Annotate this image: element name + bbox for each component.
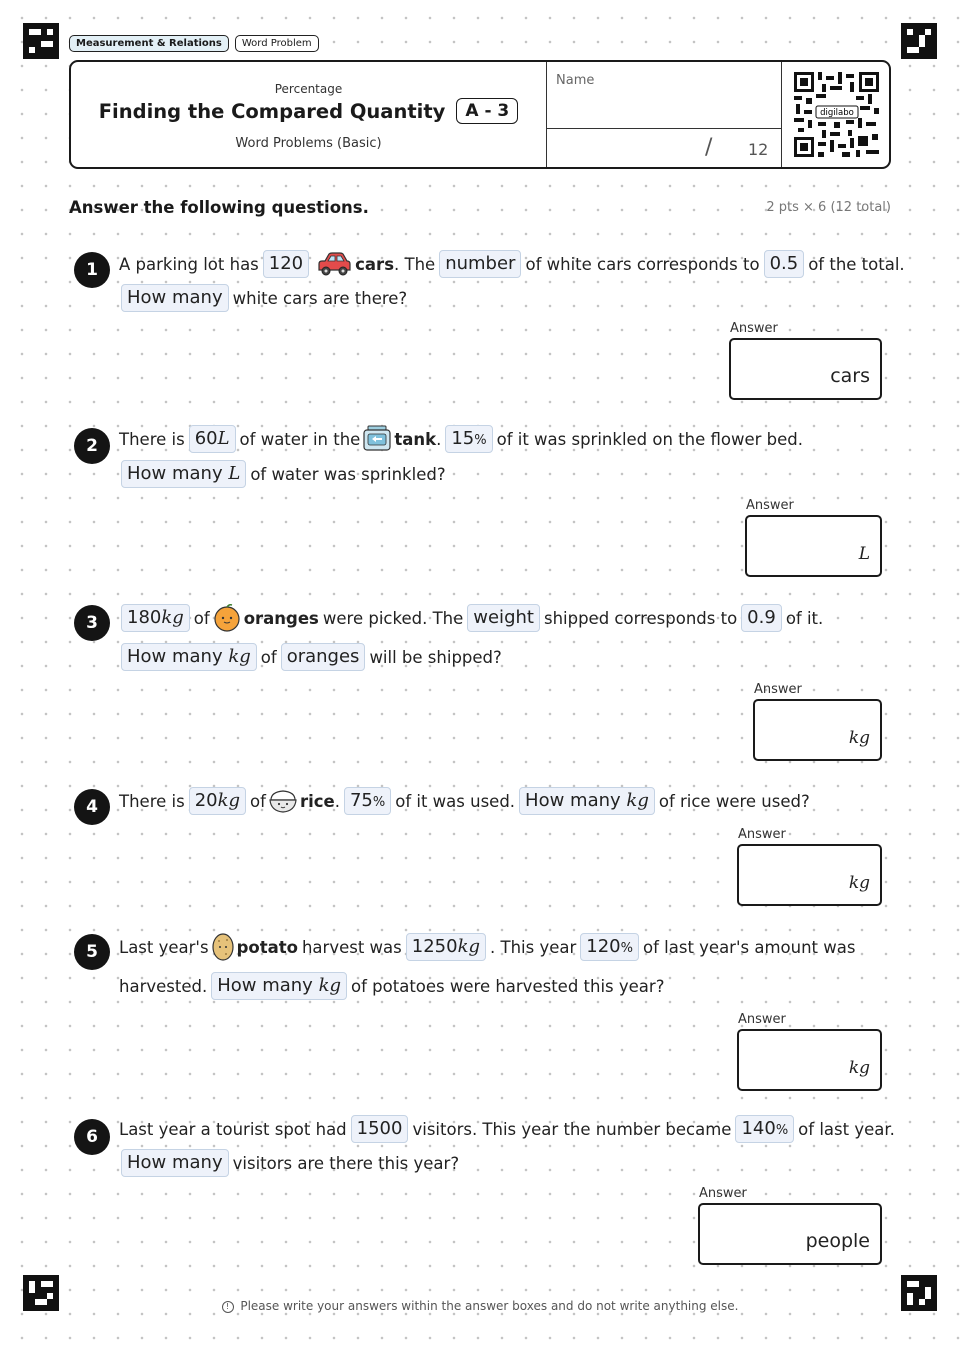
tag-category: Measurement & Relations	[69, 35, 229, 52]
value-box: 120	[263, 250, 309, 278]
car-icon	[315, 250, 353, 278]
question-text: of rice were used?	[658, 791, 810, 811]
question-text: of the total.	[808, 254, 905, 274]
potato-icon	[211, 932, 235, 962]
question-text: harvested.	[119, 976, 208, 996]
question-text: harvest was	[301, 937, 402, 957]
question-number: 1	[74, 252, 110, 288]
answer-box[interactable]	[753, 699, 882, 761]
question-text: of it.	[785, 608, 824, 628]
category-tags	[69, 35, 319, 52]
tag-type: Word Problem	[235, 35, 319, 52]
question-text: There is	[119, 429, 185, 449]
answer-box[interactable]	[698, 1203, 882, 1265]
question-text: . The	[394, 254, 436, 274]
value-unit: kg	[217, 790, 241, 811]
name-label: Name	[556, 73, 595, 88]
value-number: 180	[127, 606, 162, 628]
ask-text: How many	[127, 646, 223, 667]
value-number: 20	[194, 790, 218, 811]
question-text-line	[119, 284, 407, 312]
value-box	[189, 787, 246, 815]
answer-box[interactable]	[745, 515, 882, 577]
question-text: Last year's	[119, 937, 209, 957]
value-number: 60	[194, 428, 218, 449]
answer-box[interactable]	[737, 844, 882, 906]
subject-label: Percentage	[274, 82, 343, 96]
question-text-line	[119, 425, 803, 453]
answer-unit: kg	[848, 1058, 870, 1078]
qr-block	[782, 62, 889, 167]
score-total: 12	[748, 140, 769, 159]
value-unit: kg	[457, 935, 481, 957]
ask-unit: kg	[318, 975, 342, 996]
question-noun: rice	[299, 791, 335, 811]
question-text-line	[119, 932, 855, 962]
question-text-line	[119, 603, 823, 633]
value-box	[189, 425, 236, 453]
footer-text: Please write your answers within the answer boxes and do not write anything else.	[240, 1299, 739, 1313]
ask-box	[519, 787, 655, 815]
qr-code-icon	[794, 72, 879, 157]
ask-unit: kg	[626, 790, 649, 811]
answer-label: Answer	[738, 1012, 786, 1027]
ask-text: How many	[127, 463, 223, 484]
value-box	[735, 1115, 794, 1143]
value-unit: %	[474, 433, 487, 448]
ask-box	[121, 460, 246, 488]
question-noun: oranges	[243, 608, 319, 628]
page-subtitle: Word Problems (Basic)	[235, 136, 382, 151]
value-number: 120	[586, 935, 621, 957]
value-unit: L	[217, 428, 230, 449]
question-text: of it was used.	[395, 791, 516, 811]
question-noun: cars	[355, 254, 395, 274]
question-number: 2	[74, 428, 110, 464]
tank-icon	[362, 425, 392, 453]
answer-unit: people	[805, 1230, 870, 1252]
question-text-line	[119, 972, 664, 1000]
question-text: of	[260, 647, 277, 667]
value-unit: kg	[161, 606, 184, 628]
value-box: oranges	[281, 643, 366, 671]
value-box: weight	[467, 604, 540, 632]
question-text: There is	[119, 791, 185, 811]
score-row	[547, 128, 781, 167]
page-title: Finding the Compared Quantity	[98, 99, 446, 123]
answer-box[interactable]	[729, 338, 882, 400]
instructions: Answer the following questions.	[69, 198, 369, 217]
score-slash: /	[705, 135, 713, 160]
question-text: .	[436, 429, 442, 449]
answer-box[interactable]	[737, 1029, 882, 1091]
answer-unit: kg	[848, 873, 870, 893]
question-text: Last year a tourist spot had	[119, 1119, 347, 1139]
question-text: of last year.	[798, 1119, 895, 1139]
question-text-line	[119, 1115, 895, 1143]
ask-box	[121, 643, 257, 671]
title-block	[71, 62, 546, 167]
ask-text: How many	[525, 790, 621, 811]
corner-marker-top-left	[23, 23, 59, 59]
question-text: of white cars corresponds to	[525, 254, 760, 274]
value-box: number	[439, 250, 521, 278]
value-number: 140	[741, 1118, 776, 1139]
question-noun: tank	[394, 429, 437, 449]
points-info: 2 pts × 6 (12 total)	[766, 200, 891, 215]
question-text: . This year	[490, 937, 577, 957]
answer-unit: L	[858, 544, 870, 564]
question-text: white cars are there?	[232, 288, 408, 308]
question-text-line	[119, 643, 502, 671]
value-box	[344, 787, 391, 815]
question-number: 3	[74, 605, 110, 641]
question-text: visitors. This year the number became	[412, 1119, 732, 1139]
question-text: of it was sprinkled on the flower bed.	[496, 429, 804, 449]
footer-note	[0, 1299, 960, 1313]
question-text: visitors are there this year?	[232, 1153, 460, 1173]
value-box	[121, 604, 190, 632]
value-number: 75	[349, 790, 373, 811]
question-number: 4	[74, 789, 110, 825]
value-number: 15	[451, 428, 475, 449]
question-text: of	[193, 608, 210, 628]
answer-label: Answer	[730, 321, 778, 336]
worksheet-header	[69, 60, 891, 169]
question-text: will be shipped?	[369, 647, 502, 667]
value-unit: %	[372, 795, 386, 810]
value-unit: %	[620, 940, 633, 956]
value-box: 0.9	[741, 604, 782, 632]
question-text: were picked. The	[322, 608, 464, 628]
value-box	[580, 933, 639, 961]
title-row	[71, 98, 546, 124]
question-text: of water in the	[239, 429, 361, 449]
answer-unit: cars	[830, 365, 870, 387]
value-number: 1250	[411, 935, 458, 957]
answer-label: Answer	[738, 827, 786, 842]
question-text-line	[119, 1149, 459, 1177]
info-icon: !	[222, 1301, 234, 1313]
corner-marker-top-right	[901, 23, 937, 59]
question-text: A parking lot has	[119, 254, 259, 274]
question-text-line	[119, 250, 905, 278]
question-text: of water was sprinkled?	[250, 464, 446, 484]
question-number: 5	[74, 934, 110, 970]
answer-label: Answer	[754, 682, 802, 697]
worksheet-code: A - 3	[456, 98, 518, 124]
question-text: shipped corresponds to	[543, 608, 738, 628]
answer-label: Answer	[746, 498, 794, 513]
question-text-line	[119, 787, 810, 815]
value-box: 1500	[351, 1115, 409, 1143]
value-box	[445, 425, 492, 453]
question-text: of last year's amount was	[643, 937, 856, 957]
question-number: 6	[74, 1119, 110, 1155]
answer-unit: kg	[848, 728, 870, 748]
question-noun: potato	[236, 937, 298, 957]
ask-box: How many	[121, 1149, 229, 1177]
ask-text: How many	[217, 975, 313, 996]
question-text: of potatoes were harvested this year?	[351, 976, 665, 996]
value-box: 0.5	[764, 250, 805, 278]
answer-label: Answer	[699, 1186, 747, 1201]
rice-bowl-icon	[268, 787, 298, 815]
ask-box	[211, 972, 347, 1000]
question-text: .	[334, 791, 340, 811]
qr-label: digilabo	[820, 108, 854, 118]
value-unit: %	[775, 1123, 789, 1138]
question-text-line	[119, 460, 446, 488]
name-score-block	[546, 62, 782, 167]
orange-icon	[212, 603, 242, 633]
ask-unit: L	[228, 463, 241, 484]
question-text: of	[250, 791, 266, 811]
ask-unit: kg	[228, 646, 251, 667]
ask-box: How many	[121, 284, 229, 312]
value-box	[406, 933, 486, 961]
